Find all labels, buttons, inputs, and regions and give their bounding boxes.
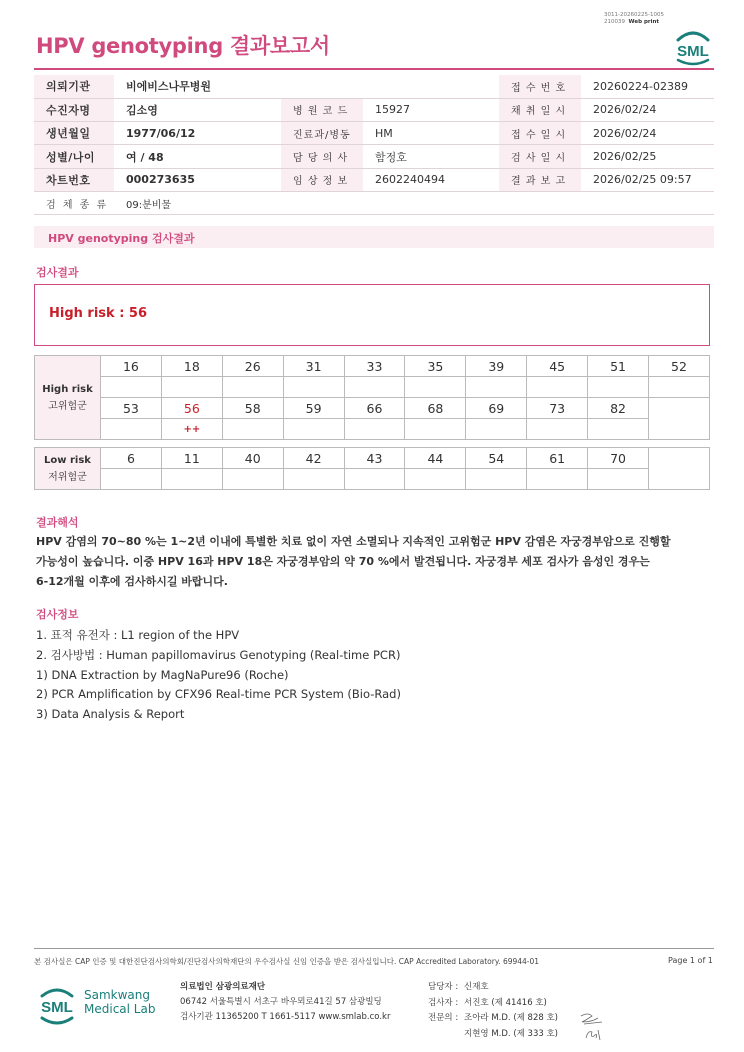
organization-contact: 검사기관 11365200 T 1661-5117 www.smlab.co.kr xyxy=(180,1012,391,1022)
staff-row xyxy=(428,980,558,996)
genotype-result-cell xyxy=(588,419,649,440)
high-risk-row1-marks xyxy=(35,377,710,398)
genotype-result-cell: ++ xyxy=(161,419,222,440)
test-info-line: 2. 검사방법 : Human papillomavirus Genotyping (Real-time PCR) xyxy=(36,647,401,662)
genotype-result-cell xyxy=(283,469,344,490)
genotype-cell: 56 xyxy=(161,398,222,419)
info-empty xyxy=(281,75,363,98)
staff-role: 전문의 : xyxy=(428,1013,459,1023)
sml-logo-icon xyxy=(670,26,716,66)
info-label: 생년월일 xyxy=(34,122,114,145)
genotype-cell: 51 xyxy=(588,356,649,377)
info-value: 여 / 48 xyxy=(114,145,281,168)
info-empty xyxy=(363,75,499,98)
info-row xyxy=(34,98,714,121)
info-label: 의뢰기관 xyxy=(34,75,114,98)
info-row xyxy=(34,145,714,168)
info-value: 비에비스나무병원 xyxy=(114,75,281,98)
info-label: 수진자명 xyxy=(34,98,114,121)
low-risk-table xyxy=(34,447,710,490)
genotype-result-cell xyxy=(588,469,649,490)
genotype-cell: 54 xyxy=(466,448,527,469)
genotype-cell: 68 xyxy=(405,398,466,419)
info-row xyxy=(34,75,714,98)
genotype-result-cell xyxy=(527,377,588,398)
genotype-result-cell xyxy=(283,377,344,398)
genotype-cell: 43 xyxy=(344,448,405,469)
signature-icon xyxy=(578,1010,608,1042)
genotype-cell: 70 xyxy=(588,448,649,469)
empty-cell xyxy=(649,398,710,440)
low-risk-row1-marks xyxy=(35,469,710,490)
organization-info xyxy=(180,980,390,1025)
info-row xyxy=(34,122,714,145)
interpretation-text xyxy=(36,532,696,592)
genotype-result-cell xyxy=(283,419,344,440)
high-risk-row1 xyxy=(35,356,710,377)
genotype-result-cell xyxy=(101,377,162,398)
info-value: 20260224-02389 xyxy=(581,75,714,98)
info-value: HM xyxy=(363,122,499,145)
genotype-result-cell xyxy=(405,377,466,398)
genotype-result-cell xyxy=(405,469,466,490)
sml-footer-logo-icon xyxy=(36,982,78,1026)
high-risk-row2-marks xyxy=(35,419,710,440)
genotype-result-cell xyxy=(405,419,466,440)
genotype-result-cell xyxy=(101,419,162,440)
brand-line2: Medical Lab xyxy=(84,1002,156,1016)
staff-row xyxy=(428,1027,558,1043)
interpretation-line: 6-12개월 이후에 검사하시길 바랍니다. xyxy=(36,575,228,588)
genotype-result-cell xyxy=(466,469,527,490)
staff-row xyxy=(428,996,558,1012)
staff-role: 검사자 : xyxy=(428,997,459,1008)
test-info-line: 3) Data Analysis & Report xyxy=(36,707,185,722)
section-title: HPV genotyping 검사결과 xyxy=(48,232,195,245)
web-print-tag: Web print xyxy=(628,19,660,25)
staff-role: 담당자 : xyxy=(428,982,459,992)
genotype-cell: 69 xyxy=(466,398,527,419)
info-label: 결 과 보 고 xyxy=(499,168,581,191)
page-number: Page 1 of 1 xyxy=(668,956,713,965)
result-box xyxy=(34,284,710,346)
genotype-result-cell xyxy=(344,419,405,440)
print-code xyxy=(604,12,664,26)
genotype-cell: 45 xyxy=(527,356,588,377)
interpretation-line: HPV 감염의 70~80 %는 1~2년 이내에 특별한 치료 없이 자연 소멸되나 지속적인 고위험군 HPV 감염은 자궁경부암으로 진행할 xyxy=(36,535,671,548)
genotype-cell: 40 xyxy=(222,448,283,469)
info-label: 임 상 정 보 xyxy=(281,168,363,191)
footer-logo-text: SML xyxy=(41,999,73,1016)
patient-info-table xyxy=(34,75,714,215)
info-value: 2026/02/24 xyxy=(581,98,714,121)
info-row xyxy=(34,191,714,214)
info-label: 검 사 일 시 xyxy=(499,145,581,168)
genotype-cell: 82 xyxy=(588,398,649,419)
high-risk-label-en: High risk xyxy=(42,383,93,395)
genotype-cell: 61 xyxy=(527,448,588,469)
staff-name: 서진호 (제 41416 호) xyxy=(464,997,547,1008)
test-info-list xyxy=(36,626,401,725)
brand-line1: Samkwang xyxy=(84,988,150,1002)
high-risk-table xyxy=(34,355,710,440)
interpretation-heading: 결과해석 xyxy=(36,516,79,529)
info-label: 접 수 번 호 xyxy=(499,75,581,98)
genotype-result-cell xyxy=(222,377,283,398)
genotype-cell: 58 xyxy=(222,398,283,419)
test-info-line: 1) DNA Extraction by MagNaPure96 (Roche) xyxy=(36,667,289,682)
genotype-result-cell xyxy=(527,419,588,440)
brand-name xyxy=(84,988,155,1016)
genotype-result-cell xyxy=(466,377,527,398)
staff-role xyxy=(428,1027,464,1043)
genotype-cell: 42 xyxy=(283,448,344,469)
result-text: High risk : 56 xyxy=(49,306,148,321)
staff-row xyxy=(428,1011,558,1027)
info-value: 김소영 xyxy=(114,98,281,121)
section-band xyxy=(34,226,714,248)
genotype-cell: 16 xyxy=(101,356,162,377)
low-risk-label xyxy=(35,448,101,490)
staff-name: 지현영 M.D. (제 333 호) xyxy=(464,1028,559,1039)
genotype-result-cell xyxy=(222,469,283,490)
info-value: 15927 xyxy=(363,98,499,121)
info-label: 채 취 일 시 xyxy=(499,98,581,121)
info-value: 1977/06/12 xyxy=(114,122,281,145)
genotype-result-cell xyxy=(649,377,710,398)
info-label: 병 원 코 드 xyxy=(281,98,363,121)
title-divider xyxy=(34,68,714,70)
genotype-cell: 59 xyxy=(283,398,344,419)
genotype-result-cell xyxy=(344,469,405,490)
report-title: HPV genotyping 결과보고서 xyxy=(36,34,330,58)
organization-name: 의료법인 삼광의료재단 xyxy=(180,982,266,992)
genotype-cell: 26 xyxy=(222,356,283,377)
info-label: 담 당 의 사 xyxy=(281,145,363,168)
genotype-cell: 33 xyxy=(344,356,405,377)
info-value: 2026/02/24 xyxy=(581,122,714,145)
genotype-cell: 39 xyxy=(466,356,527,377)
genotype-result-cell xyxy=(222,419,283,440)
info-value: 2026/02/25 09:57 xyxy=(581,168,714,191)
logo-text: SML xyxy=(677,43,709,60)
info-label: 성별/나이 xyxy=(34,145,114,168)
interpretation-line: 가능성이 높습니다. 이중 HPV 16과 HPV 18은 자궁경부암의 약 70 %에서 발견됩니다. 자궁경부 세포 검사가 음성인 경우는 xyxy=(36,555,650,568)
genotype-result-cell xyxy=(527,469,588,490)
result-heading: 검사결과 xyxy=(36,266,79,279)
genotype-cell: 53 xyxy=(101,398,162,419)
specimen-value: 09:분비물 xyxy=(114,191,714,214)
genotype-result-cell xyxy=(161,377,222,398)
genotype-cell: 44 xyxy=(405,448,466,469)
staff-name: 신재호 xyxy=(464,982,489,992)
info-value: 2026/02/25 xyxy=(581,145,714,168)
print-code-line1: 3011-20260225-1005 xyxy=(604,12,664,18)
genotype-cell: 35 xyxy=(405,356,466,377)
high-risk-label-ko: 고위험군 xyxy=(48,400,87,412)
footer-note: 본 검사실은 CAP 인증 및 대한진단검사의학회/진단검사의학재단의 우수검사실 신임 인증을 받은 검사실입니다. CAP Accredited Laboratory. 69944-01 xyxy=(34,957,540,966)
genotype-cell: 73 xyxy=(527,398,588,419)
low-risk-label-en: Low risk xyxy=(44,454,91,466)
info-label: 진료과/병동 xyxy=(281,122,363,145)
footer-divider xyxy=(34,948,714,949)
genotype-cell: 11 xyxy=(161,448,222,469)
low-risk-label-ko: 저위험군 xyxy=(48,471,87,483)
genotype-cell: 18 xyxy=(161,356,222,377)
high-risk-label xyxy=(35,356,101,440)
genotype-cell: 66 xyxy=(344,398,405,419)
high-risk-row2 xyxy=(35,398,710,419)
staff-list xyxy=(428,980,558,1042)
genotype-result-cell xyxy=(466,419,527,440)
genotype-cell: 52 xyxy=(649,356,710,377)
genotype-result-cell xyxy=(344,377,405,398)
specimen-label: 검 체 종 류 xyxy=(34,191,114,214)
info-value: 2602240494 xyxy=(363,168,499,191)
test-info-line: 1. 표적 유전자 : L1 region of the HPV xyxy=(36,628,240,642)
organization-address: 06742 서울특별시 서초구 바우뫼로41길 57 삼광빌딩 xyxy=(180,997,382,1007)
genotype-cell: 6 xyxy=(101,448,162,469)
low-risk-row1 xyxy=(35,448,710,469)
test-info-line: 2) PCR Amplification by CFX96 Real-time PCR System (Bio-Rad) xyxy=(36,687,401,702)
info-value: 000273635 xyxy=(114,168,281,191)
test-info-heading: 검사정보 xyxy=(36,608,79,621)
genotype-result-cell xyxy=(101,469,162,490)
genotype-result-cell xyxy=(588,377,649,398)
info-label: 접 수 일 시 xyxy=(499,122,581,145)
info-label: 차트번호 xyxy=(34,168,114,191)
staff-name: 조아라 M.D. (제 828 호) xyxy=(464,1013,559,1023)
info-value: 함정호 xyxy=(363,145,499,168)
info-row xyxy=(34,168,714,191)
print-code-number: 210039 xyxy=(604,19,625,25)
genotype-cell: 31 xyxy=(283,356,344,377)
genotype-result-cell xyxy=(161,469,222,490)
empty-cell xyxy=(649,448,710,490)
